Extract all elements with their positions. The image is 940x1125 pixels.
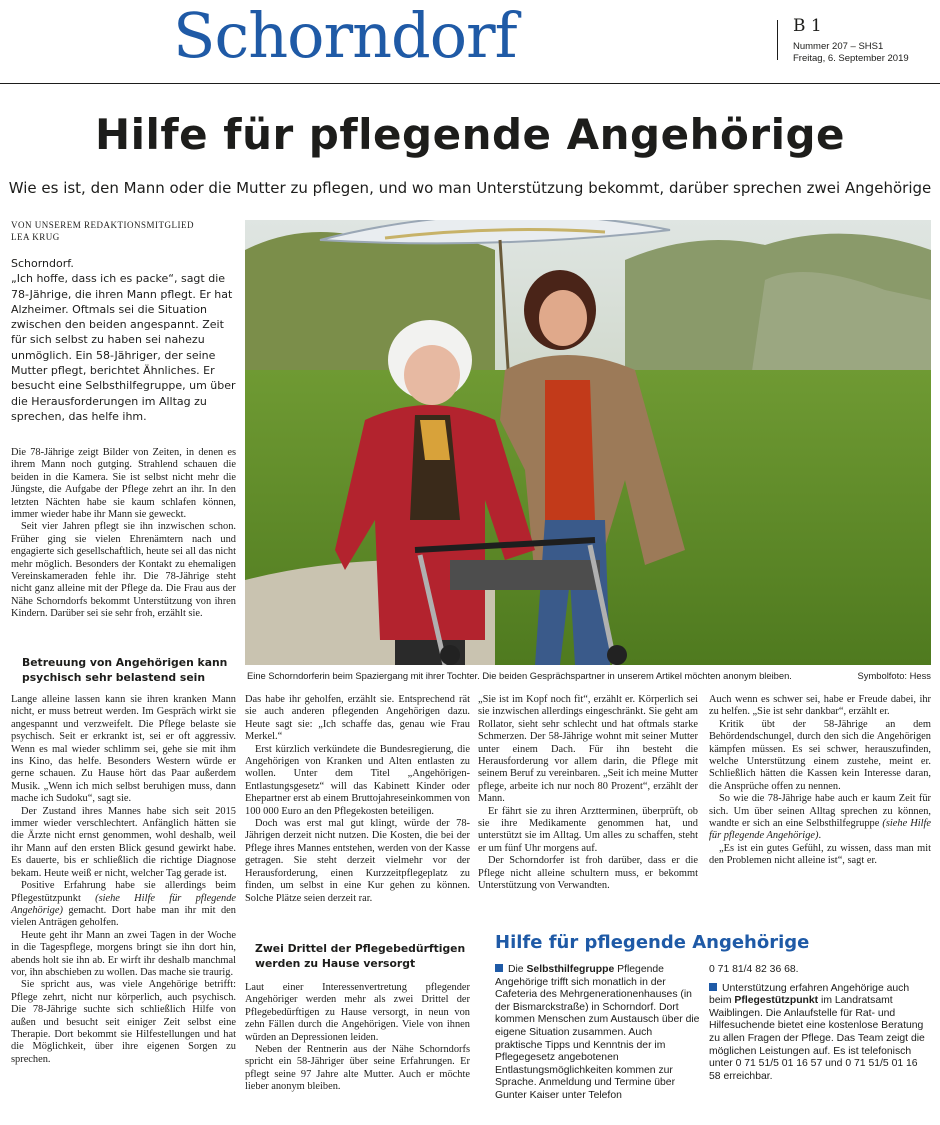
- paragraph: „Es ist ein gutes Gefühl, zu wissen, dass man mit den Problemen nicht alleine ist“, sagt er.: [709, 842, 931, 867]
- text-run: Die: [508, 964, 527, 975]
- paragraph: Auch wenn es schwer sei, habe er Freude dabei, ihr zu helfen. „Sie ist sehr dankbar“, erzählt er.: [709, 694, 931, 718]
- infobox-item-selbsthilfegruppe: [495, 964, 700, 1103]
- article-intro: [11, 256, 236, 424]
- article-column-2-top: [245, 694, 470, 905]
- photo-caption: [247, 670, 931, 682]
- infobox-column-2: [709, 964, 931, 1083]
- photo-illustration: [245, 220, 931, 665]
- paragraph: Heute geht ihr Mann an zwei Tagen in der Woche in die Tagespflege, morgens bringt sie ihn dort hin, abends holt sie ihn ab. Er wirft ihr deshalb manchmal vor, ihn abschieben zu wollen. Das mache sie traurig.: [11, 929, 236, 978]
- paragraph: Laut einer Interessenvertretung pflegender Angehöriger werden mehr als zwei Drittel der Pflegebedürftigen zu Hause versorgt, in neun von zehn Fällen durch die Angehörigen. Viele von ihnen würden an Depressionen leiden.: [245, 982, 470, 1043]
- issue-number: Nummer 207 – SHS1: [793, 41, 884, 52]
- article-column-1-top: [11, 447, 236, 621]
- paragraph: Der Schorndorfer ist froh darüber, dass er die Pflege nicht alleine schultern muss, er bekommt Unterstützung von Verwandten.: [478, 855, 698, 892]
- paragraph: Lange alleine lassen kann sie ihren kranken Mann nicht, er muss betreut werden. Im Gespräch wirkt sie angespannt und verzweifelt. Die Pflege belaste sie psychisch. Seit er erkrankt ist, sei er oft aggressiv. Wenn es mal wieder schlimm sei, gehe sie mit ihm ins Kino, das helfe. Besonders Western würde er gerne schauen. Zu Hause hört das Paar außerdem Musik. „Wenn ich mich selbst beruhigen muss, dann mache ich Sudoku“, sagt sie.: [11, 694, 236, 805]
- text-run: gemacht. Dort habe man ihr mit den vielen Anträgen geholfen.: [11, 904, 236, 929]
- article-column-4: [709, 694, 931, 868]
- paragraph: Kritik übt der 58-Jährige an dem Behördendschungel, durch den sich die Angehörigen kämpfen müssen. Es sei schwer, herauszufinden, welche Unterstützung einem zustehe, meint er. Schließlich hätten die Kassen kein Interesse daran, die Ansprüche offen zu nennen.: [709, 718, 931, 792]
- text-run: im Landratsamt Waiblingen. Die Anlaufstelle für Rat- und Hilfesuchende bietet eine kostenlose Beratung zu allen Fragen der Pflege. Das Team zeigt die möglichen Leistungen auf. Es ist telefonisch unter 0 71 51/5 01 16 57 und 0 71 51/5 01 16 58 erreichbar.: [709, 995, 925, 1082]
- paragraph: Doch was erst mal gut klingt, würde der 78-Jährigen derzeit nicht nutzen. Die Kosten, die bei der Pflege ihres Mannes entstehen, werden von der Kasse getragen. Sie steht derzeit vielmehr vor der Herausforderung, einen Kurzzeitpflegeplatz zu finden, um selbst in eine Kur gehen zu können. Solche Plätze seien derzeit rar.: [245, 818, 470, 904]
- woman-face: [404, 345, 460, 405]
- daughter-face: [539, 290, 587, 346]
- article-subhead-2: Zwei Drittel der Pflegebedürftigen werden zu Hause versorgt: [255, 942, 466, 970]
- article-column-1-bottom: [11, 694, 236, 1066]
- article-subheadline: Wie es ist, den Mann oder die Mutter zu pflegen, und wo man Unterstützung bekommt, darüber sprechen zwei Angehörige: [8, 179, 932, 197]
- infobox-title: Hilfe für pflegende Angehörige: [495, 932, 810, 953]
- article-subhead-1: Betreuung von Angehörigen kann psychisch sehr belastend sein: [22, 656, 228, 684]
- paragraph: Erst kürzlich verkündete die Bundesregierung, die Angehörigen von Kranken und Alten entlasten zu wollen. Unter dem Titel „Angehörigen-Entlastungsgesetz“ will das Kabinett Kinder oder Ehepartner erst ab einem Bruttojahreseinkommen von 100 000 Euro an den Pflegekosten beteiligen.: [245, 743, 470, 817]
- paragraph: „Sie ist im Kopf noch fit“, erzählt er. Körperlich sei sie inzwischen allerdings eingeschränkt. Sie geht am Rollator, sieht sehr schlecht und hat oftmals starke Schmerzen. Der 58-Jährige wohnt mit seiner Mutter unter einem Dach. Für ihn besteht die Herausforderung vor allem darin, die Pflege mit seinem Beruf zu vereinbaren. „Seit ich meine Mutter pflege, arbeite ich nur noch 80 Prozent“, erzählt der Mann.: [478, 694, 698, 805]
- issue-date: Freitag, 6. September 2019: [793, 53, 909, 64]
- paragraph: [11, 880, 236, 930]
- text-run: .: [818, 830, 822, 842]
- bullet-square-icon: [495, 964, 503, 972]
- paragraph: Sie spricht aus, was viele Angehörige betrifft: Pflege zehrt, nicht nur körperlich, auch psychisch. Die 78-Jährige suchte sich schließlich Hilfe von außen und besucht seit einiger Zeit selbst eine Therapie. Dort bekommt sie Hilfestellungen und hat die Möglichkeit, über ihre eigenen Sorgen zu sprechen.: [11, 979, 236, 1065]
- intro-text: „Ich hoffe, dass ich es packe“, sagt die 78-Jährige, die ihren Mann pflegt. Er hat Alzheimer. Oftmals sei die Situation zwischen den beiden angespannt. Zeit für sich selbst zu haben sei nahezu unmöglich. Ein 58-Jähriger, der seine Mutter pflegt, berichtet Ähnliches. Er besucht eine Selbsthilfegruppe, um über die Herausforderungen im Alltag zu sprechen, das helfe ihm.: [11, 272, 236, 423]
- paragraph: [709, 793, 931, 843]
- byline-author: LEA KRUG: [11, 232, 60, 242]
- text-run: So wie die 78-Jährige habe auch er kaum Zeit für sich. Um über seinen Alltag sprechen zu können, wandte er sich an eine Selbsthilfegruppe: [709, 793, 931, 830]
- bullet-square-icon: [709, 983, 717, 991]
- article-column-3: [478, 694, 698, 893]
- rollator-bag: [450, 560, 600, 590]
- article-headline: Hilfe für pflegende Angehörige: [94, 110, 846, 159]
- article-column-2-bottom: [245, 982, 470, 1094]
- photo-credit: Symbolfoto: Hess: [857, 670, 931, 681]
- text-run: Unterstützung erfahren Angehörige auch beim: [709, 982, 910, 1007]
- section-title: Schorndorf: [173, 0, 517, 72]
- issue-info: [793, 41, 909, 65]
- intro-dateline: Schorndorf.: [11, 257, 74, 270]
- masthead: [0, 0, 940, 84]
- paragraph: Der Zustand ihres Mannes habe sich seit 2015 immer wieder verschlechtert. Anfänglich hätten sie die Ärzte nicht ernst genommen, wohl deshalb, weil ihr Mann auf den ersten Blick gesund gewirkt habe. Es dauerte, bis er schließlich die richtige Diagnose bekam. Heute weiß er nicht, welcher Tag gerade ist.: [11, 805, 236, 879]
- paragraph: Die 78-Jährige zeigt Bilder von Zeiten, in denen es ihrem Mann noch gutging. Strahlend schauen die beiden in die Kamera. Sie ist selbst nicht mehr die Jüngste, die Aufgabe der Pflege zehrt an ihr. In den letzten Nächten habe sie kaum schlafen können, immer wieder habe ihr Mann sie geweckt.: [11, 447, 236, 521]
- highlight-term: Pflegestützpunkt: [734, 995, 819, 1007]
- byline: [11, 219, 236, 243]
- paragraph: Das habe ihr geholfen, erzählt sie. Entsprechend rät sie auch anderen pflegenden Angehörigen dazu. Heute sagt sie: „Ich schaffe das, genau wie Frau Merkel.“: [245, 694, 470, 743]
- paragraph: Seit vier Jahren pflegt sie ihn inzwischen schon. Früher ging sie vielen Ehrenämtern nach und engagierte sich gesellschaftlich, heute sei all das nicht mehr möglich. Besonders der Kontakt zu ehemaligen Vereinskameraden fehle ihr. Die 78-Jährige steht nicht ganz alleine mit der Pflege da. Die Frau aus der Nähe Schorndorfs bekommt Unterstützung von ihren Kindern. Darüber sei sie sehr froh, erzählt sie.: [11, 521, 236, 620]
- text-run: Positive Erfahrung habe sie allerdings beim Pflegestützpunkt: [11, 880, 236, 904]
- infobox-phone: 0 71 81/4 82 36 68.: [709, 964, 799, 975]
- text-run: Pflegende Angehörige trifft sich monatlich in der Cafeteria des Mehrgenerationenhauses (in der Bismarckstraße) in Schorndorf. Dort kommen Menschen zum Austausch über die eigene Situation zusammen. Auch praktische Tipps und Kenntnis der im Pflegegesetz angebotenen Entlastungsmöglichkeiten kommen zur Sprache. Anmeldung und Termine über Gunter Kaiser unter Telefon: [495, 964, 700, 1101]
- caption-text: Eine Schorndorferin beim Spaziergang mit ihrer Tochter. Die beiden Gesprächspartner in unserem Artikel möchten anonym bleiben.: [247, 670, 792, 681]
- article-photo: [245, 220, 931, 665]
- byline-role: VON UNSEREM REDAKTIONSMITGLIED: [11, 220, 194, 230]
- paragraph: Er fährt sie zu ihren Arztterminen, überprüft, ob sie ihre Medikamente genommen hat, und unterstützt sie im Alltag. Um alles zu schaffen, steht er um fünf Uhr morgens auf.: [478, 805, 698, 854]
- masthead-rule: [0, 83, 940, 84]
- masthead-divider: [777, 20, 778, 60]
- cross-reference: (siehe Hilfe für pflegende Angehörige): [709, 818, 932, 842]
- infobox-item-pflegestuetzpunkt: [709, 983, 931, 1084]
- cross-reference: (siehe Hilfe für pflegende Angehörige): [11, 892, 236, 916]
- highlight-term: Selbsthilfegruppe: [526, 964, 615, 975]
- paragraph: Neben der Rentnerin aus der Nähe Schorndorfs spricht ein 58-Jähriger über seine Erfahrungen. Er pflegt seine 97 Jahre alte Mutter. Auch er möchte lieber anonym bleiben.: [245, 1044, 470, 1093]
- page-number: B 1: [793, 16, 822, 36]
